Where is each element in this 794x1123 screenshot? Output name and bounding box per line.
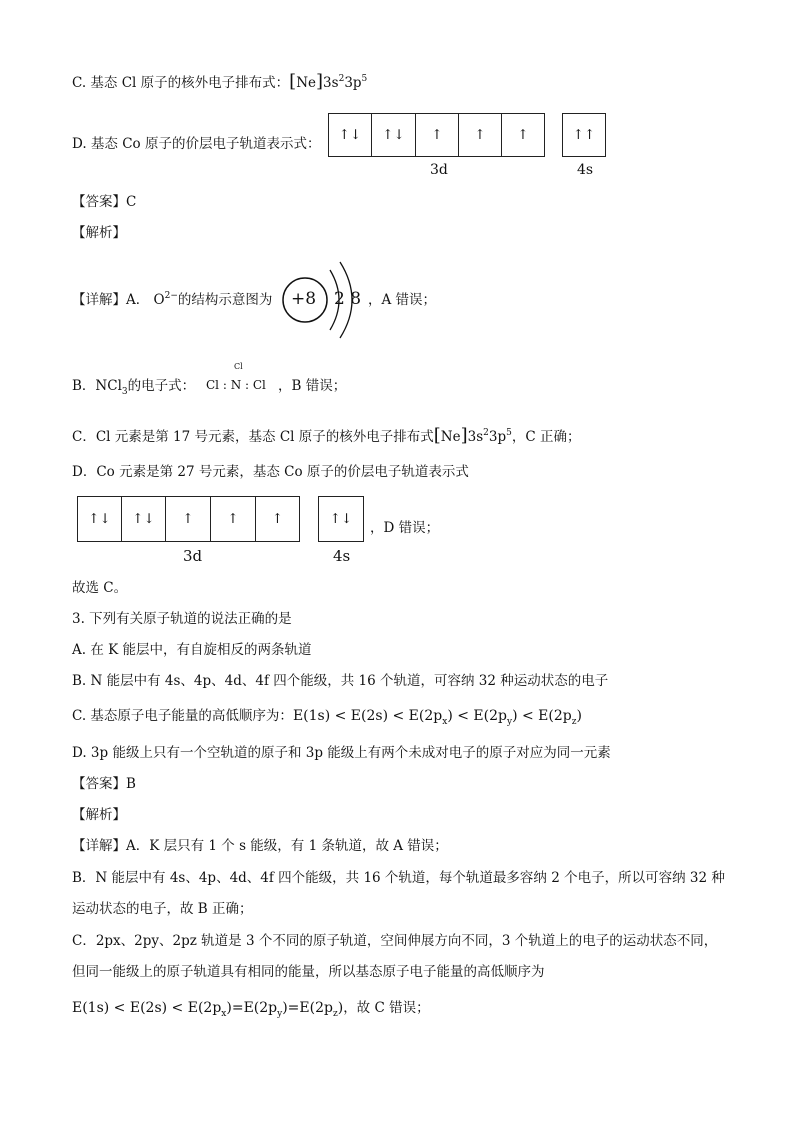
orbital-box: ↑↓ [77, 496, 122, 542]
lewis-structure: Cl : N : Cl [206, 378, 266, 392]
detail-a-post: ，A 错误； [368, 292, 437, 308]
orbital-box: ↑ [502, 113, 545, 157]
option-d-line [72, 134, 320, 154]
exp-c1: C．2px、2py、2pz 轨道是 3 个不同的原子轨道，空间伸展方向不同，3 个轨道上的电子的运动状态不同， [72, 933, 718, 949]
detail-d-post: ，D 错误； [370, 520, 440, 536]
q3-option-d: D. 3p 能级上只有一个空轨道的原子和 3p 能级上有两个未成对电子的原子对应为同一元素 [72, 745, 611, 761]
orbital-box: ↑↑ [562, 113, 606, 157]
config-formula: $[Ne]3s^23p^5$ [289, 71, 368, 92]
q3-option-b: B. N 能层中有 4s、4p、4d、4f 四个能级，共 16 个轨道，可容纳 32 种运动状态的电子 [72, 673, 609, 689]
label-4s: 4s [577, 162, 594, 178]
orbital-box: ↑ [459, 113, 502, 157]
orbital-box: ↑ [166, 496, 211, 542]
orbital-box: ↑↓ [328, 113, 372, 157]
exp-c3: $E(1s) < E(2s) < E(2p_x)=E(2p_y)=E(2p_z)$，故 C 错误； [72, 1000, 430, 1019]
label-3d: 3d [430, 162, 448, 178]
q3-option-c: C. 基态原子电子能量的高低顺序为：$E(1s) < E(2s) < E(2p_x) < E(2p_y) < E(2p_z)$ [72, 708, 582, 727]
orbital-box: ↑ [211, 496, 256, 542]
select-answer: 故选 C。 [72, 580, 128, 596]
orbital-box: ↑ [256, 496, 300, 542]
orbital-diagram-4s-correct [318, 496, 364, 542]
electron-shells: 2 8 [334, 289, 362, 309]
exp-a: 【详解】A．K 层只有 1 个 s 能级，有 1 条轨道，故 A 错误； [72, 838, 448, 854]
detail-b-post: ，B 错误； [278, 378, 347, 394]
orbital-box: ↑ [416, 113, 459, 157]
option-d-text: D. 基态 Co 原子的价层电子轨道表示式： [72, 136, 321, 152]
detail-c-line: C．Cl 元素是第 17 号元素，基态 Cl 原子的核外电子排布式$[Ne]3s^23p^5$，C 正确； [72, 425, 581, 446]
analysis-1-heading: 【解析】 [72, 225, 126, 241]
option-c-text: C. 基态 Cl 原子的核外电子排布式： [72, 75, 290, 91]
exp-c2: 但同一能级上的原子轨道具有相同的能量，所以基态原子电子能量的高低顺序为 [72, 964, 545, 980]
q3-option-a: A. 在 K 能层中，有自旋相反的两条轨道 [72, 642, 312, 658]
orbital-diagram-3d [328, 113, 545, 157]
orbital-box: ↑↓ [122, 496, 166, 542]
orbital-box: ↑↓ [318, 496, 364, 542]
orbital-diagram-3d-correct [77, 496, 300, 542]
detail-a-line: 【详解】A． $O^{2-}$的结构示意图为 [72, 291, 273, 308]
nucleus-charge: +8 [291, 289, 317, 309]
answer-1: 【答案】C [72, 194, 137, 210]
exp-b1: B．N 能层中有 4s、4p、4d、4f 四个能级，共 16 个轨道，每个轨道最多容纳 2 个电子，所以可容纳 32 种 [72, 870, 725, 886]
option-c-line [72, 72, 367, 95]
detail-d-line: D．Co 元素是第 27 号元素，基态 Co 原子的价层电子轨道表示式 [72, 464, 469, 480]
lewis-top: Cl [234, 362, 243, 371]
orbital-diagram-4s [562, 113, 606, 157]
exp-b2: 运动状态的电子，故 B 正确； [72, 901, 253, 917]
analysis-2-heading: 【解析】 [72, 807, 126, 823]
q3-stem: 3. 下列有关原子轨道的说法正确的是 [72, 611, 292, 627]
label-4s-correct: 4s [333, 547, 351, 565]
orbital-box: ↑↓ [372, 113, 416, 157]
detail-b-line: B．NCl$_3$的电子式： [72, 378, 196, 397]
label-3d-correct: 3d [183, 547, 203, 565]
answer-2: 【答案】B [72, 776, 136, 792]
